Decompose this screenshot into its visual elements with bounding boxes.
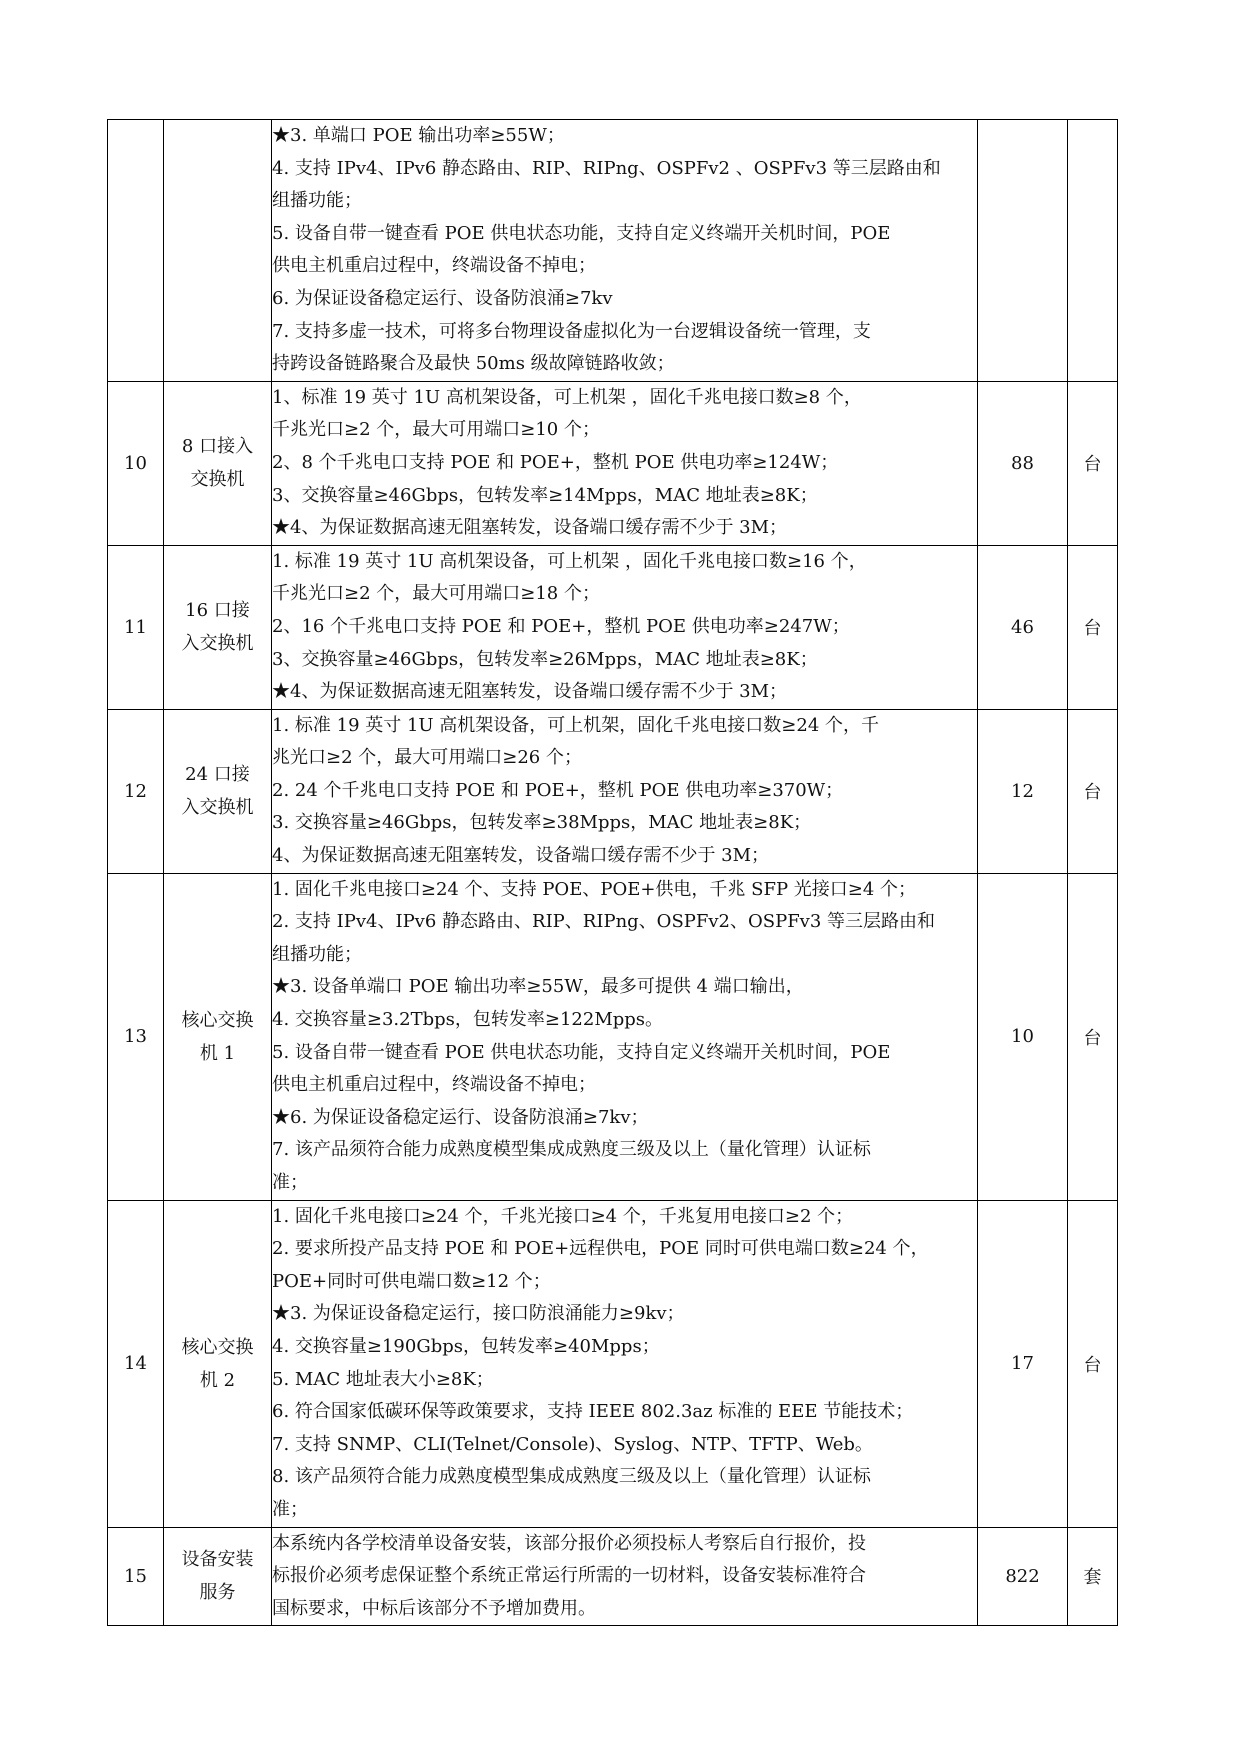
- table-row: [108, 1200, 1118, 1527]
- quantity: 88: [1011, 452, 1034, 474]
- spec-line: 标报价必须考虑保证整个系统正常运行所需的一切材料，设备安装标准符合: [272, 1565, 866, 1587]
- unit: 台: [1083, 618, 1102, 640]
- spec-line: 千兆光口≥2 个，最大可用端口≥18 个；: [272, 583, 600, 605]
- quantity-cell: [978, 1527, 1068, 1626]
- spec-cell: [272, 873, 978, 1200]
- quantity: 12: [1011, 780, 1034, 802]
- item-name-line: 机 1: [199, 1042, 236, 1064]
- item-number-cell: [108, 709, 164, 873]
- item-number-cell: [108, 873, 164, 1200]
- item-number: 14: [124, 1353, 147, 1375]
- spec-line: 持跨设备链路聚合及最快 50ms 级故障链路收敛；: [272, 353, 675, 375]
- spec-line: 2、16 个千兆电口支持 POE 和 POE+，整机 POE 供电功率≥247W；: [272, 615, 850, 637]
- quantity-cell: [978, 709, 1068, 873]
- unit-cell: [1068, 1527, 1118, 1626]
- spec-line: 2. 支持 IPv4、IPv6 静态路由、RIP、RIPng、OSPFv2、OSPFv3 等三层路由和: [272, 911, 936, 933]
- spec-cell: [272, 381, 978, 545]
- quantity: 17: [1011, 1353, 1034, 1375]
- spec-line: ★4、为保证数据高速无阻塞转发，设备端口缓存需不少于 3M；: [272, 517, 788, 539]
- specification-table: [107, 119, 1118, 1626]
- spec-line: 1. 固化千兆电接口≥24 个、支持 POE、POE+供电，千兆 SFP 光接口≥4 个；: [272, 878, 917, 900]
- spec-line: 6. 为保证设备稳定运行、设备防浪涌≥7kv: [272, 287, 613, 309]
- table-row: [108, 709, 1118, 873]
- item-name-line: 16 口接: [185, 600, 250, 622]
- item-name-line: 核心交换: [181, 1009, 254, 1031]
- unit-cell: [1068, 709, 1118, 873]
- item-name-line: 服务: [199, 1582, 236, 1604]
- quantity-cell: [978, 1200, 1068, 1527]
- spec-line: 1. 标准 19 英寸 1U 高机架设备，可上机架 ，固化千兆电接口数≥16 个，: [272, 550, 867, 572]
- item-number-cell: [108, 1527, 164, 1626]
- spec-cell: [272, 120, 978, 382]
- table-row: [108, 545, 1118, 709]
- item-number-cell: [108, 1200, 164, 1527]
- spec-line: 5. 设备自带一键查看 POE 供电状态功能，支持自定义终端开关机时间，POE: [272, 222, 891, 244]
- spec-line: ★4、为保证数据高速无阻塞转发，设备端口缓存需不少于 3M；: [272, 681, 788, 703]
- spec-line: 5. MAC 地址表大小≥8K；: [272, 1368, 494, 1390]
- spec-line: 组播功能；: [272, 190, 362, 212]
- item-number: 10: [124, 452, 147, 474]
- table-row: [108, 381, 1118, 545]
- spec-line: 组播功能；: [272, 943, 362, 965]
- spec-cell: [272, 709, 978, 873]
- item-name-cell: [164, 873, 272, 1200]
- unit-cell: [1068, 545, 1118, 709]
- item-name-cell: [164, 709, 272, 873]
- unit: 台: [1083, 1354, 1102, 1376]
- spec-line: 6. 符合国家低碳环保等政策要求，支持 IEEE 802.3az 标准的 EEE 节能技术；: [272, 1401, 914, 1423]
- unit: 套: [1083, 1567, 1102, 1589]
- spec-line: 本系统内各学校清单设备安装，该部分报价必须投标人考察后自行报价，投: [272, 1532, 866, 1554]
- item-name-line: 入交换机: [181, 633, 254, 655]
- spec-line: 供电主机重启过程中，终端设备不掉电；: [272, 255, 596, 277]
- unit-cell: [1068, 873, 1118, 1200]
- item-number: 15: [124, 1565, 147, 1587]
- spec-cell: [272, 545, 978, 709]
- item-name-line: 24 口接: [185, 764, 250, 786]
- quantity-cell: [978, 381, 1068, 545]
- spec-line: 千兆光口≥2 个，最大可用端口≥10 个；: [272, 419, 600, 441]
- spec-line: 4、为保证数据高速无阻塞转发，设备端口缓存需不少于 3M；: [272, 845, 770, 867]
- quantity: 822: [1005, 1565, 1040, 1587]
- spec-line: 2. 24 个千兆电口支持 POE 和 POE+，整机 POE 供电功率≥370W；: [272, 779, 844, 801]
- spec-line: 2. 要求所投产品支持 POE 和 POE+远程供电，POE 同时可供电端口数≥24 个，: [272, 1238, 929, 1260]
- item-name-cell: [164, 120, 272, 382]
- spec-line: 2、8 个千兆电口支持 POE 和 POE+，整机 POE 供电功率≥124W；: [272, 451, 839, 473]
- spec-line: 1. 标准 19 英寸 1U 高机架设备，可上机架，固化千兆电接口数≥24 个，千: [272, 714, 880, 736]
- unit-cell: [1068, 381, 1118, 545]
- item-number: 11: [124, 616, 147, 638]
- unit: 台: [1083, 454, 1102, 476]
- spec-cell: [272, 1200, 978, 1527]
- spec-line: 国标要求，中标后该部分不予增加费用。: [272, 1597, 596, 1619]
- table-row: [108, 873, 1118, 1200]
- spec-line: 4. 交换容量≥3.2Tbps，包转发率≥122Mpps。: [272, 1009, 664, 1031]
- spec-line: ★3. 设备单端口 POE 输出功率≥55W，最多可提供 4 端口输出，: [272, 976, 804, 998]
- item-number: 12: [124, 780, 147, 802]
- spec-line: ★6. 为保证设备稳定运行、设备防浪涌≥7kv；: [272, 1106, 649, 1128]
- item-name-cell: [164, 1200, 272, 1527]
- item-name-line: 交换机: [190, 469, 245, 491]
- spec-line: 3、交换容量≥46Gbps，包转发率≥26Mpps，MAC 地址表≥8K；: [272, 648, 818, 670]
- spec-line: 1. 固化千兆电接口≥24 个，千兆光接口≥4 个，千兆复用电接口≥2 个；: [272, 1205, 854, 1227]
- spec-line: 4. 支持 IPv4、IPv6 静态路由、RIP、RIPng、OSPFv2 、OSPFv3 等三层路由和: [272, 157, 941, 179]
- spec-line: 3、交换容量≥46Gbps，包转发率≥14Mpps，MAC 地址表≥8K；: [272, 484, 818, 506]
- spec-line: 7. 该产品须符合能力成熟度模型集成成熟度三级及以上（量化管理）认证标: [272, 1139, 871, 1161]
- spec-line: 兆光口≥2 个，最大可用端口≥26 个；: [272, 747, 582, 769]
- unit: 台: [1083, 1027, 1102, 1049]
- item-name-line: 8 口接入: [181, 436, 254, 458]
- unit-cell: [1068, 120, 1118, 382]
- item-number-cell: [108, 545, 164, 709]
- item-name-line: 设备安装: [181, 1549, 254, 1571]
- spec-line: 准；: [272, 1172, 308, 1193]
- quantity-cell: [978, 873, 1068, 1200]
- item-number: 13: [124, 1026, 147, 1048]
- spec-line: 7. 支持多虚一技术，可将多台物理设备虚拟化为一台逻辑设备统一管理，支: [272, 320, 871, 342]
- quantity: 46: [1011, 616, 1034, 638]
- item-name-line: 入交换机: [181, 797, 254, 819]
- spec-line: ★3. 单端口 POE 输出功率≥55W；: [272, 125, 565, 146]
- spec-line: ★3. 为保证设备稳定运行，接口防浪涌能力≥9kv；: [272, 1303, 685, 1325]
- table-body: [108, 120, 1118, 1626]
- spec-line: 准；: [272, 1498, 308, 1520]
- item-name-cell: [164, 381, 272, 545]
- spec-line: 5. 设备自带一键查看 POE 供电状态功能，支持自定义终端开关机时间，POE: [272, 1041, 891, 1063]
- spec-line: 供电主机重启过程中，终端设备不掉电；: [272, 1074, 596, 1096]
- unit-cell: [1068, 1200, 1118, 1527]
- spec-line: 4. 交换容量≥190Gbps，包转发率≥40Mpps；: [272, 1335, 660, 1357]
- spec-cell: [272, 1527, 978, 1626]
- item-name-cell: [164, 545, 272, 709]
- quantity-cell: [978, 545, 1068, 709]
- item-number-cell: [108, 381, 164, 545]
- unit: 台: [1083, 782, 1102, 804]
- spec-line: 7. 支持 SNMP、CLI(Telnet/Console)、Syslog、NTP、TFTP、Web。: [272, 1433, 873, 1455]
- quantity: 10: [1011, 1026, 1034, 1048]
- spec-line: 8. 该产品须符合能力成熟度模型集成成熟度三级及以上（量化管理）认证标: [272, 1466, 871, 1488]
- spec-line: POE+同时可供电端口数≥12 个；: [272, 1270, 551, 1292]
- table-row: [108, 120, 1118, 382]
- item-name-line: 机 2: [199, 1369, 236, 1391]
- item-number-cell: [108, 120, 164, 382]
- item-name-cell: [164, 1527, 272, 1626]
- quantity-cell: [978, 120, 1068, 382]
- table-row: [108, 1527, 1118, 1626]
- spec-line: 1、标准 19 英寸 1U 高机架设备，可上机架 ，固化千兆电接口数≥8 个，: [272, 386, 862, 408]
- item-name-line: 核心交换: [181, 1336, 254, 1358]
- spec-line: 3. 交换容量≥46Gbps，包转发率≥38Mpps，MAC 地址表≥8K；: [272, 812, 812, 834]
